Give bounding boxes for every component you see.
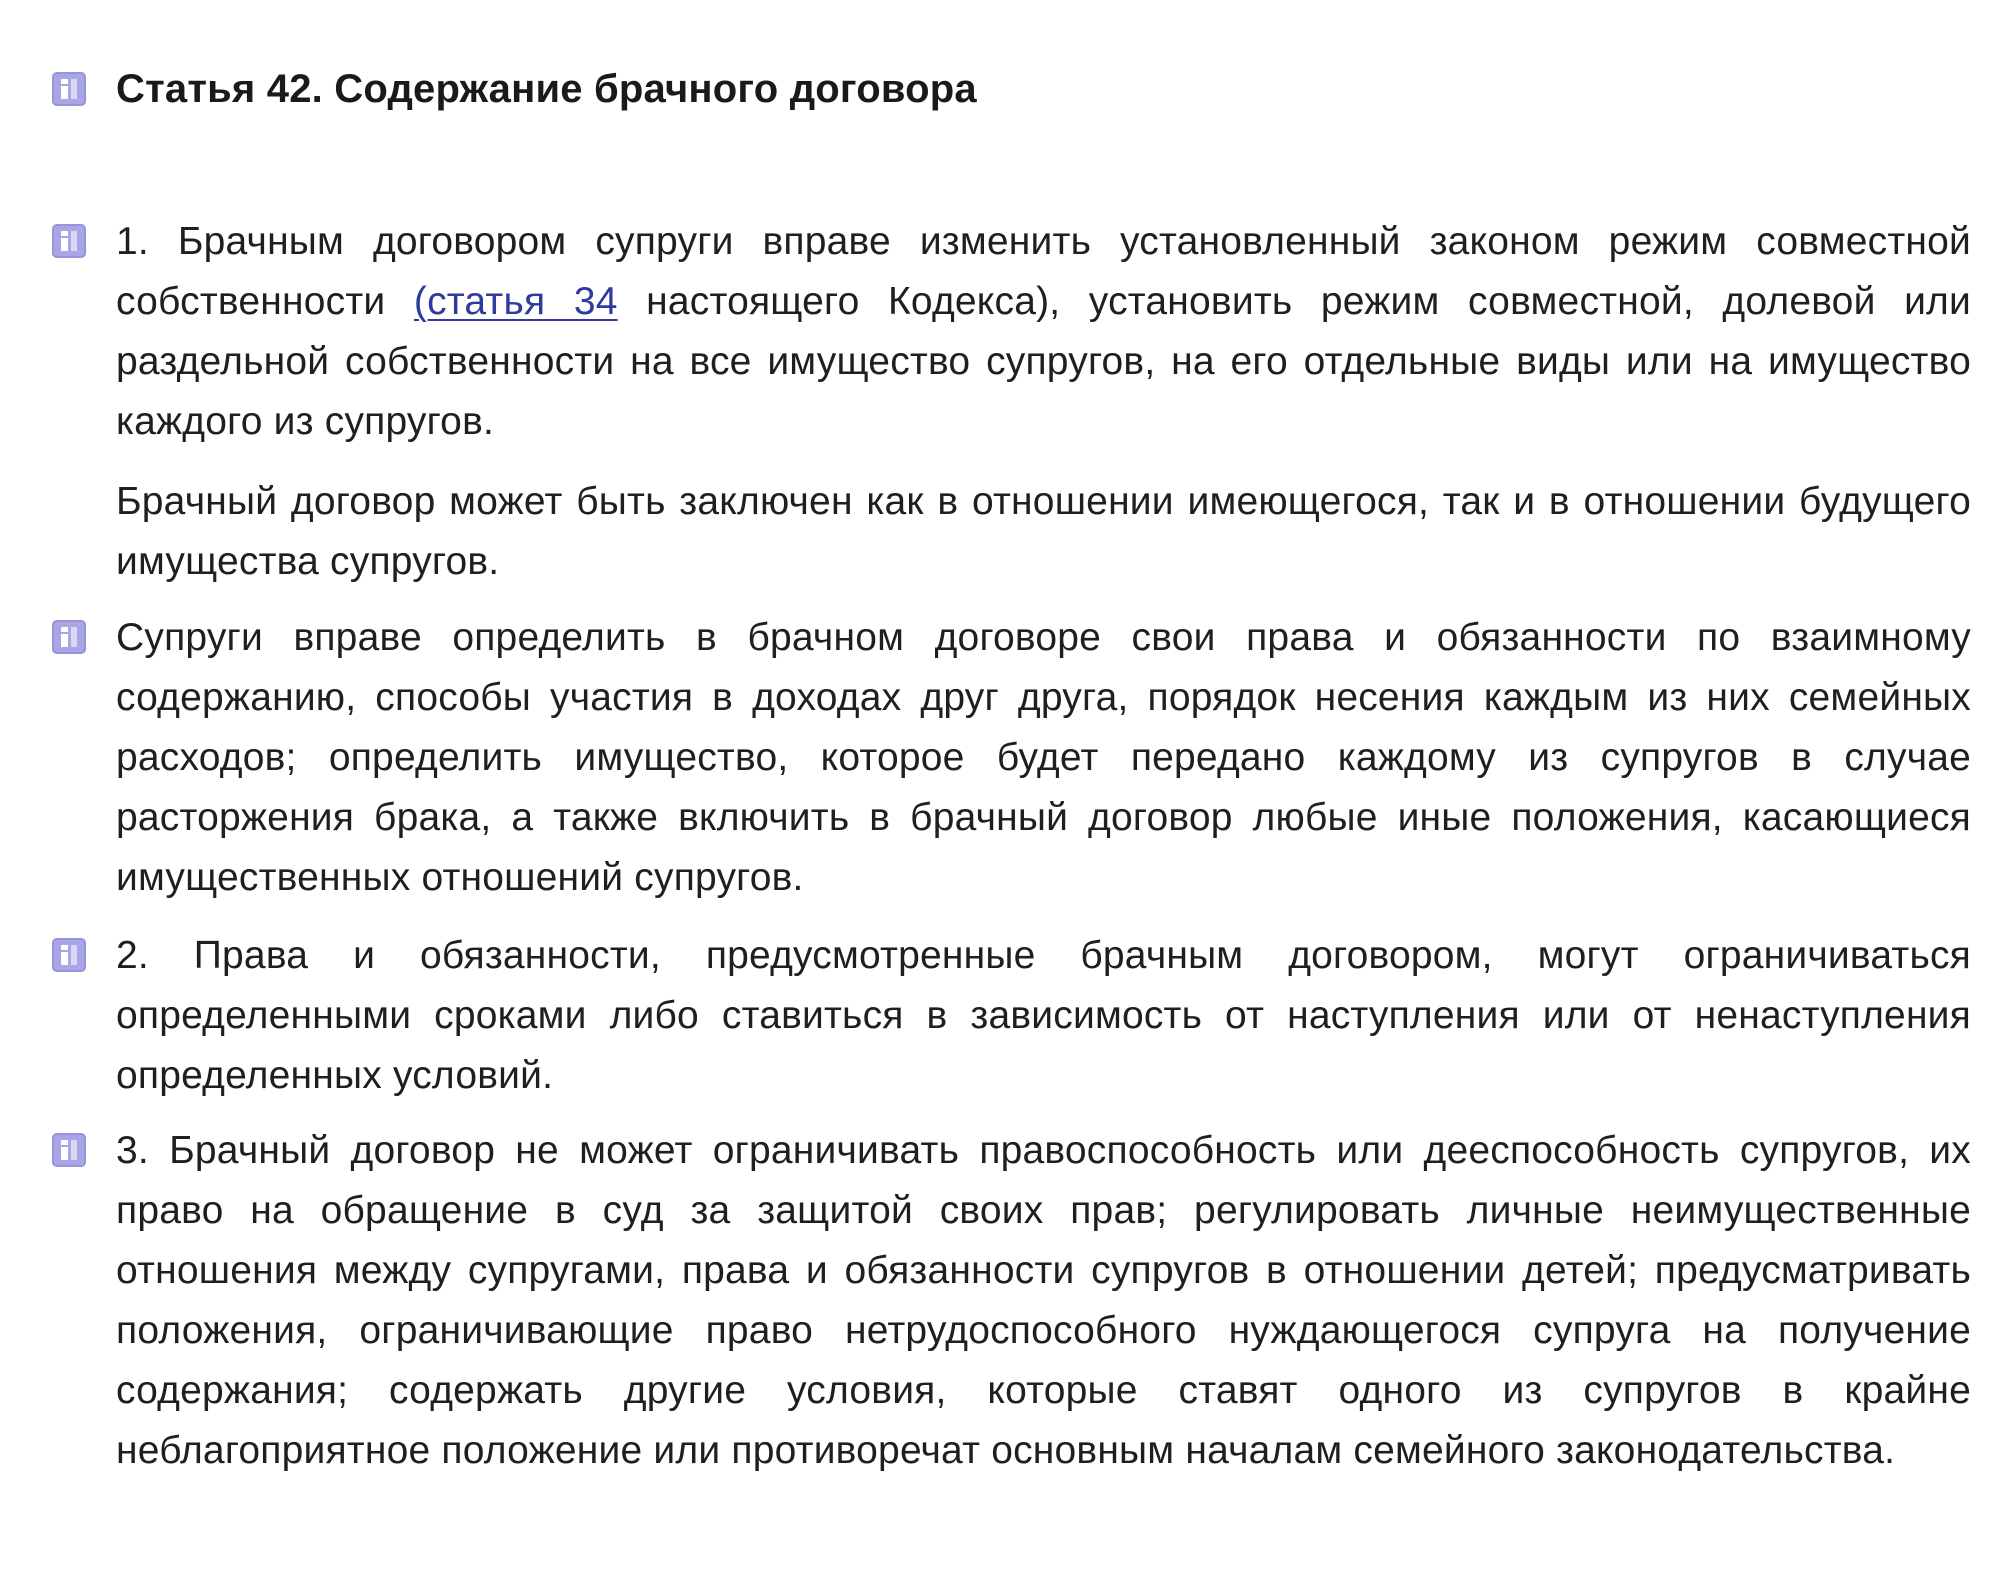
article-34-link[interactable]: (статья 34: [413, 280, 618, 323]
info-glyph: [52, 224, 86, 258]
paragraph-3: 3. Брачный договор не может ограничивать правоспособность или дееспособность супругов, их право на обращение в суд за защитой своих прав; регулировать личные неимущественные отношения между супругами, права и обязанности супругов в отношении детей; предусматривать положения, ограничивающие право нетрудоспособного нуждающегося супруга на получение содержания; содержать другие условия, которые ставят одного из супругов в крайне неблагоприятное положение или противоречат основным началам семейного законодательства.: [116, 1129, 1971, 1472]
info-icon[interactable]: [52, 72, 86, 106]
info-icon[interactable]: [52, 620, 86, 654]
info-glyph: [52, 1133, 86, 1167]
info-icon[interactable]: [52, 938, 86, 972]
paragraph-1-text-after: настоящего Кодекса), установить режим совместной, долевой или раздельной собственности на все имущество супругов, на его отдельные виды или на имущество каждого из супругов.: [116, 280, 1971, 443]
paragraph-2: 2. Права и обязанности, предусмотренные брачным договором, могут ограничиваться определенными сроками либо ставиться в зависимость от наступления или от ненаступления определенных условий.: [116, 934, 1971, 1097]
paragraph-1: [116, 212, 1971, 452]
info-icon[interactable]: [52, 1133, 86, 1167]
info-glyph: [52, 72, 86, 106]
article-title: Статья 42. Содержание брачного договора: [116, 67, 977, 111]
paragraph-1b: Брачный договор может быть заключен как в отношении имеющегося, так и в отношении будущего имущества супругов.: [116, 480, 1971, 583]
info-icon[interactable]: [52, 224, 86, 258]
info-glyph: [52, 938, 86, 972]
info-glyph: [52, 620, 86, 654]
paragraph-1c: Супруги вправе определить в брачном договоре свои права и обязанности по взаимному содержанию, способы участия в доходах друг друга, порядок несения каждым из них семейных расходов; определить имущество, которое будет передано каждому из супругов в случае расторжения брака, а также включить в брачный договор любые иные положения, касающиеся имущественных отношений супругов.: [116, 616, 1971, 899]
paragraph-1-text-before: 1. Брачным договором супруги вправе изменить установленный законом режим совместной собственности: [116, 220, 1971, 323]
